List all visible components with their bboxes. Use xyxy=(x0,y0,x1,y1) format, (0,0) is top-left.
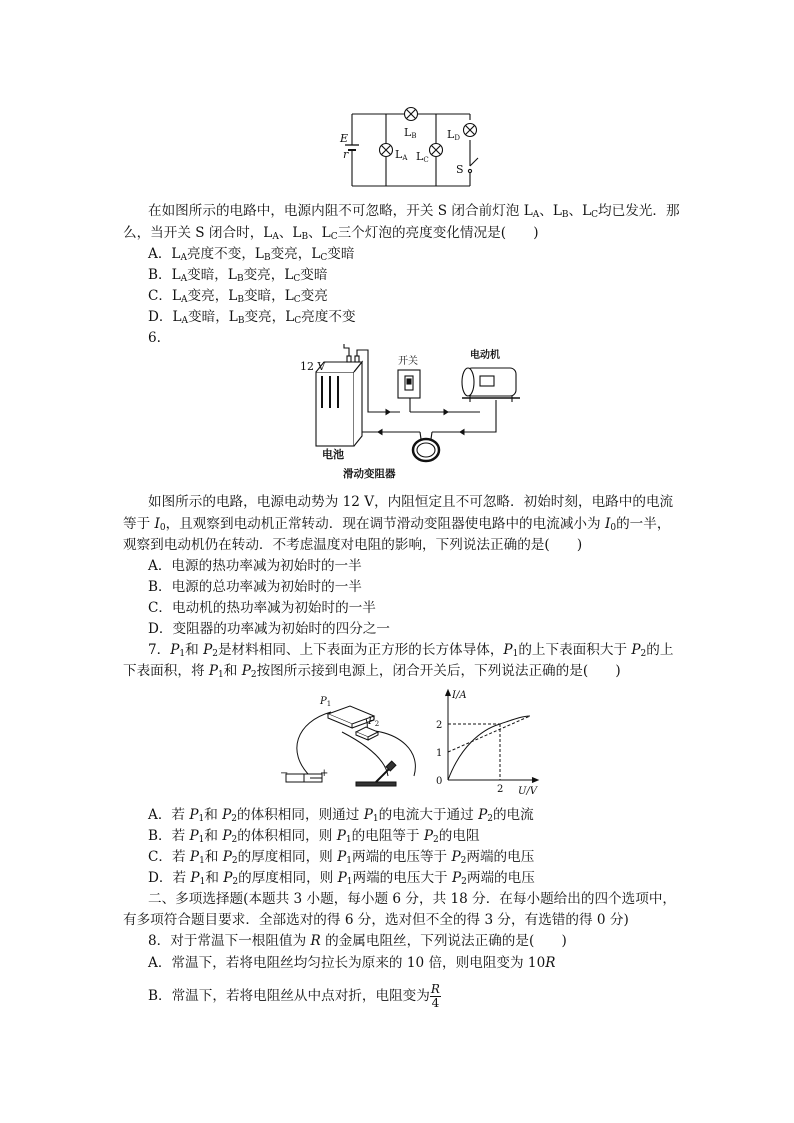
q5-option-b[interactable]: B．$L_A$变暗，$L_B$变亮，$L_C$变暗 xyxy=(148,267,328,284)
lamp-lb-icon xyxy=(405,108,418,121)
q7-option-b[interactable]: B．若 $P_1$和 $P_2$的体积相同，则 $P_1$的电阻等于 $P_2$的电阻 xyxy=(148,828,480,845)
label-plus: + xyxy=(320,768,329,779)
q6-option-b[interactable]: B．电源的总功率减为初始时的一半 xyxy=(148,579,362,595)
label-battery: 电池 xyxy=(322,448,344,461)
label-motor: 电动机 xyxy=(470,350,500,361)
q6-option-a[interactable]: A．电源的热功率减为初始时的一半 xyxy=(148,558,362,574)
graph-origin-label: 0 xyxy=(436,776,443,787)
label-la: LA xyxy=(395,148,408,162)
q6-stem-line1: 如图所示的电路，电源电动势为 12 V，内阻恒定且不可忽略．初始时刻，电路中的电流 xyxy=(148,494,674,510)
label-e: E xyxy=(340,132,349,145)
q6-stem-line3: 观察到电动机仍在转动．不考虑温度对电阻的影响，下列说法正确的是( ) xyxy=(123,537,583,553)
q7-option-a[interactable]: A．若 $P_1$和 $P_2$的体积相同，则通过 $P_1$的电流大于通过 $P_2$的电流 xyxy=(148,807,534,824)
q5-stem-line2: 么，当开关 S 闭合时，$L_A$、$L_B$、$L_C$三个灯泡的亮度变化情况是( ) xyxy=(123,225,539,242)
q5-option-a[interactable]: A．$L_A$亮度不变，$L_B$变亮，$L_C$变暗 xyxy=(148,246,355,263)
q6-motor-circuit-diagram xyxy=(300,346,520,458)
label-minus: − xyxy=(280,768,289,779)
q7-conductor-figure xyxy=(276,692,426,802)
label-p2: $P_2$ xyxy=(368,716,380,728)
fraction-r-over-4: $\frac{R}{4}$ xyxy=(430,982,440,1010)
lamp-la-icon xyxy=(380,144,393,157)
label-switch: 开关 xyxy=(398,356,418,367)
q5-option-c[interactable]: C．$L_A$变亮，$L_B$变暗，$L_C$变亮 xyxy=(148,288,328,305)
graph-xaxis-label: U/V xyxy=(518,786,538,797)
q6-number: 6. xyxy=(148,330,161,346)
label-ld: LD xyxy=(447,128,460,142)
graph-yaxis-label: I/A xyxy=(452,690,467,701)
lamp-lc-icon xyxy=(430,144,443,157)
q7-option-c[interactable]: C．若 $P_1$和 $P_2$的厚度相同，则 $P_1$两端的电压等于 $P_2$两端的电压 xyxy=(148,849,535,866)
section2-heading-line1: 二、多项选择题(本题共 3 小题，每小题 6 分，共 18 分．在每小题给出的四个选项中， xyxy=(148,891,677,907)
label-lc: LC xyxy=(416,150,429,164)
section2-heading-line2: 有多项符合题目要求．全部选对的得 6 分，选对但不全的得 3 分，有选错的得 0 分) xyxy=(123,912,629,928)
label-rheostat: 滑动变阻器 xyxy=(343,468,396,480)
label-p1: $P_1$ xyxy=(320,696,332,708)
lamp-ld-icon xyxy=(464,124,477,137)
q7-iu-graph xyxy=(430,688,540,798)
label-lb: LB xyxy=(404,126,417,140)
q8-option-b[interactable]: B．常温下，若将电阻丝从中点对折，电阻变为 $\frac{R}{4}$ xyxy=(148,982,440,1010)
q5-stem-line1: 在如图所示的电路中，电源内阻不可忽略，开关 S 闭合前灯泡 $L_A$、$L_B$、$L_C$均已发光．那 xyxy=(148,203,680,220)
q7-stem-line1: 7．$P_1$和 $P_2$是材料相同、上下表面为正方形的长方体导体，$P_1$的上下表面积大于 $P_2$的上 xyxy=(148,642,674,659)
q6-option-d[interactable]: D．变阻器的功率减为初始时的四分之一 xyxy=(148,621,390,637)
q7-stem-line2: 下表面积，将 $P_1$和 $P_2$按图所示接到电源上，闭合开关后，下列说法正确的是( ) xyxy=(123,663,621,680)
label-12v: 12 V xyxy=(300,360,326,373)
q5-circuit-diagram xyxy=(340,100,500,192)
graph-y2-label: 2 xyxy=(436,720,443,731)
q6-option-c[interactable]: C．电动机的热功率减为初始时的一半 xyxy=(148,600,376,616)
q8-option-a[interactable]: A．常温下，若将电阻丝均匀拉长为原来的 10 倍，则电阻变为 10R xyxy=(148,955,556,971)
q8-stem: 8．对于常温下一根阻值为 R 的金属电阻丝，下列说法正确的是( ) xyxy=(148,933,567,949)
q6-stem-line2: 等于 $I_0$，且观察到电动机正常转动．现在调节滑动变阻器使电路中的电流减小为 $I_0$的一半， xyxy=(123,516,671,533)
q5-option-d[interactable]: D．$L_A$变暗，$L_B$变亮，$L_C$亮度不变 xyxy=(148,309,356,326)
label-r: r xyxy=(343,148,349,161)
label-s: S xyxy=(456,163,464,176)
graph-x2-label: 2 xyxy=(497,784,504,795)
graph-y1-label: 1 xyxy=(436,748,443,759)
q7-option-d[interactable]: D．若 $P_1$和 $P_2$的厚度相同，则 $P_1$两端的电压大于 $P_2$两端的电压 xyxy=(148,870,535,887)
